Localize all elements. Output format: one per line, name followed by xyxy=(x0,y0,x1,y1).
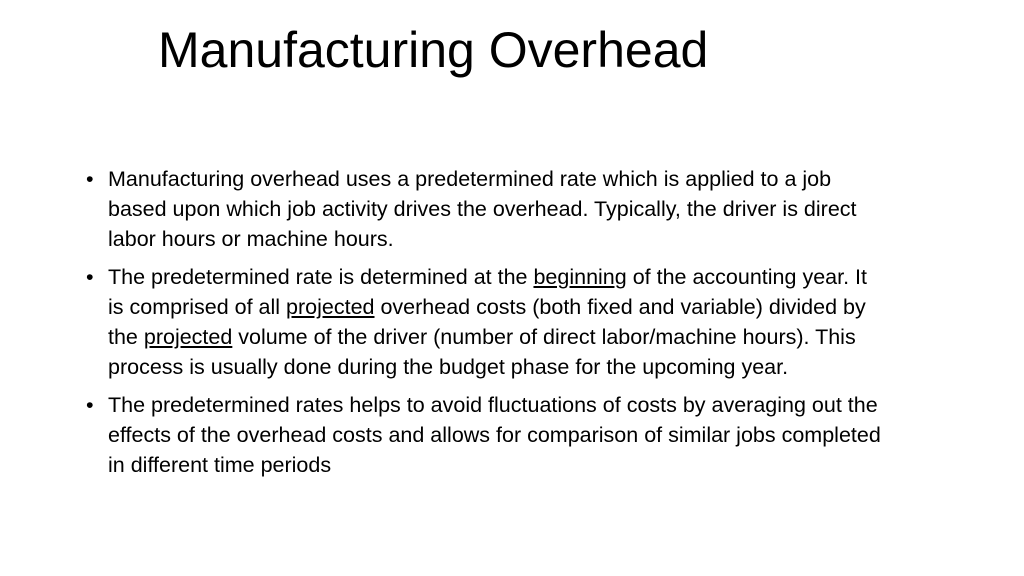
bullet-list xyxy=(86,164,886,488)
bullet-marker: • xyxy=(86,393,94,417)
underlined-word-beginning: beginning xyxy=(533,265,627,289)
bullet-text: The predetermined rates helps to avoid fluctuations of costs by averaging out the effects of the overhead costs and allows for comparison of similar jobs completed in different time periods xyxy=(108,393,881,477)
bullet-marker: • xyxy=(86,167,94,191)
bullet-marker: • xyxy=(86,265,94,289)
bullet-text: Manufacturing overhead uses a predetermined rate which is applied to a job based upon which job activity drives the overhead. Typically, the driver is direct labor hours or machine hours. xyxy=(108,167,857,251)
bullet-item-3 xyxy=(86,390,886,480)
bullet-text-part: overhead costs (both fixed and variable) divided by the xyxy=(108,295,866,349)
underlined-word-projected: projected xyxy=(143,325,233,349)
bullet-text-part: of the accounting year. It is comprised of all xyxy=(108,265,867,319)
bullet-text-part: volume of the driver (number of direct labor/machine hours). This process is usually done during the budget phase for the upcoming year. xyxy=(108,325,856,379)
bullet-text-part: The predetermined rate is determined at the xyxy=(108,265,534,289)
slide-title: Manufacturing Overhead xyxy=(158,22,709,78)
bullet-item-2 xyxy=(86,262,886,382)
bullet-item-1 xyxy=(86,164,886,254)
underlined-word-projected: projected xyxy=(286,295,375,319)
